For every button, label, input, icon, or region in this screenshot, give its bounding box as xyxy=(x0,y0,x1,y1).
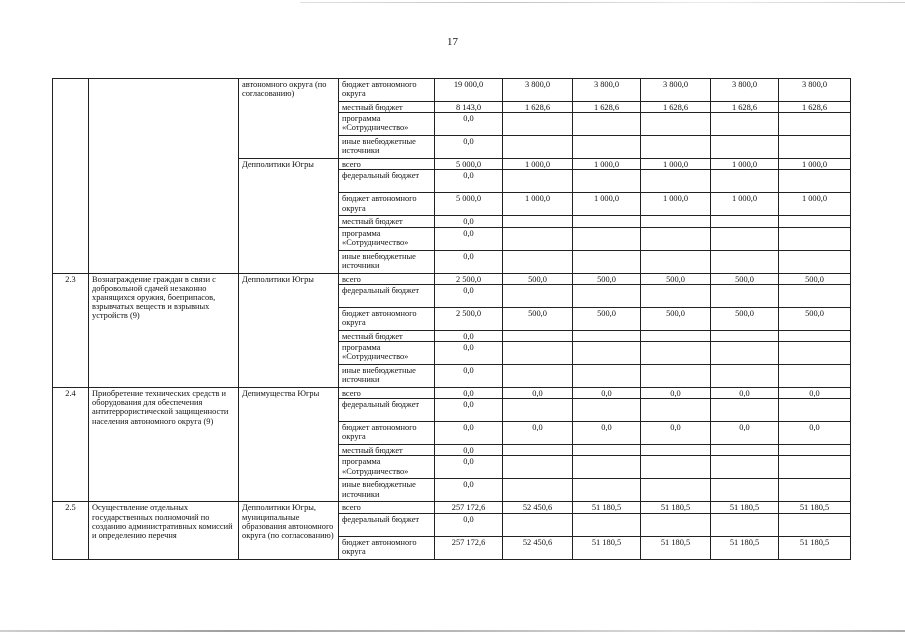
funding-source: бюджет автономного округа xyxy=(339,536,435,559)
executor: автономного округа (по согласованию) xyxy=(239,79,339,159)
year-value xyxy=(573,330,641,341)
year-value: 0,0 xyxy=(779,388,851,399)
year-value xyxy=(641,227,711,250)
year-value xyxy=(503,342,573,365)
year-value xyxy=(503,216,573,227)
year-value: 1 628,6 xyxy=(711,102,779,113)
total-value: 0,0 xyxy=(435,456,503,479)
funding-source: федеральный бюджет xyxy=(339,513,435,536)
year-value xyxy=(711,136,779,159)
total-value: 0,0 xyxy=(435,284,503,307)
year-value: 0,0 xyxy=(503,422,573,445)
total-value: 19 000,0 xyxy=(435,79,503,102)
year-value xyxy=(711,227,779,250)
year-value xyxy=(711,479,779,502)
year-value xyxy=(503,479,573,502)
year-value: 0,0 xyxy=(641,422,711,445)
year-value xyxy=(573,365,641,388)
year-value xyxy=(573,342,641,365)
year-value: 500,0 xyxy=(711,307,779,330)
total-value: 5 000,0 xyxy=(435,159,503,170)
year-value: 0,0 xyxy=(779,422,851,445)
year-value: 3 800,0 xyxy=(711,79,779,102)
year-value: 51 180,5 xyxy=(573,502,641,513)
year-value: 1 000,0 xyxy=(711,193,779,216)
year-value xyxy=(779,399,851,422)
total-value: 0,0 xyxy=(435,365,503,388)
funding-source: федеральный бюджет xyxy=(339,170,435,193)
year-value: 1 628,6 xyxy=(573,102,641,113)
item-number: 2.5 xyxy=(53,502,89,559)
year-value xyxy=(573,479,641,502)
year-value xyxy=(779,513,851,536)
year-value: 500,0 xyxy=(711,273,779,284)
year-value xyxy=(573,445,641,456)
table-row xyxy=(53,502,851,513)
year-value: 1 000,0 xyxy=(503,159,573,170)
year-value xyxy=(779,456,851,479)
year-value: 1 628,6 xyxy=(779,102,851,113)
funding-source: бюджет автономного округа xyxy=(339,422,435,445)
year-value xyxy=(779,113,851,136)
year-value: 500,0 xyxy=(503,307,573,330)
year-value: 500,0 xyxy=(779,273,851,284)
year-value xyxy=(641,284,711,307)
year-value xyxy=(641,445,711,456)
total-value: 2 500,0 xyxy=(435,273,503,284)
year-value: 1 000,0 xyxy=(779,159,851,170)
funding-source: иные внебюджетные источники xyxy=(339,250,435,273)
total-value: 257 172,6 xyxy=(435,502,503,513)
year-value xyxy=(779,342,851,365)
year-value xyxy=(503,113,573,136)
year-value xyxy=(641,399,711,422)
year-value xyxy=(779,330,851,341)
year-value: 1 000,0 xyxy=(573,159,641,170)
total-value: 0,0 xyxy=(435,399,503,422)
year-value xyxy=(503,170,573,193)
year-value xyxy=(503,227,573,250)
year-value xyxy=(503,456,573,479)
year-value: 1 628,6 xyxy=(641,102,711,113)
total-value: 0,0 xyxy=(435,445,503,456)
measure-name xyxy=(89,79,239,274)
year-value xyxy=(573,227,641,250)
total-value: 0,0 xyxy=(435,330,503,341)
executor: Депполитики Югры, муниципальные образования автономного округа (по согласованию) xyxy=(239,502,339,559)
year-value: 51 180,5 xyxy=(641,536,711,559)
funding-source: местный бюджет xyxy=(339,445,435,456)
year-value xyxy=(779,445,851,456)
year-value xyxy=(711,342,779,365)
total-value: 0,0 xyxy=(435,388,503,399)
funding-source: всего xyxy=(339,388,435,399)
year-value xyxy=(779,170,851,193)
year-value: 1 000,0 xyxy=(573,193,641,216)
year-value xyxy=(711,284,779,307)
page-number: 17 xyxy=(447,36,458,48)
total-value: 0,0 xyxy=(435,513,503,536)
year-value: 0,0 xyxy=(641,388,711,399)
funding-source: местный бюджет xyxy=(339,102,435,113)
item-number: 2.4 xyxy=(53,388,89,502)
total-value: 0,0 xyxy=(435,479,503,502)
year-value xyxy=(641,456,711,479)
funding-source: бюджет автономного округа xyxy=(339,79,435,102)
table-row xyxy=(53,388,851,399)
year-value: 52 450,6 xyxy=(503,502,573,513)
year-value xyxy=(573,170,641,193)
year-value xyxy=(503,365,573,388)
year-value xyxy=(779,479,851,502)
year-value: 500,0 xyxy=(573,273,641,284)
funding-source: всего xyxy=(339,273,435,284)
year-value: 3 800,0 xyxy=(503,79,573,102)
year-value xyxy=(711,170,779,193)
year-value: 1 628,6 xyxy=(503,102,573,113)
year-value xyxy=(573,136,641,159)
year-value xyxy=(711,330,779,341)
year-value: 500,0 xyxy=(641,307,711,330)
year-value: 500,0 xyxy=(779,307,851,330)
total-value: 0,0 xyxy=(435,422,503,445)
year-value xyxy=(641,136,711,159)
funding-source: бюджет автономного округа xyxy=(339,193,435,216)
year-value xyxy=(711,216,779,227)
total-value: 0,0 xyxy=(435,227,503,250)
year-value xyxy=(641,365,711,388)
funding-source: программа «Сотрудничество» xyxy=(339,227,435,250)
year-value: 1 000,0 xyxy=(779,193,851,216)
year-value xyxy=(641,330,711,341)
budget-table xyxy=(52,78,851,560)
year-value: 500,0 xyxy=(503,273,573,284)
year-value xyxy=(641,113,711,136)
year-value: 3 800,0 xyxy=(573,79,641,102)
year-value xyxy=(503,284,573,307)
year-value xyxy=(779,227,851,250)
year-value: 0,0 xyxy=(573,388,641,399)
executor: Депимущества Югры xyxy=(239,388,339,502)
total-value: 0,0 xyxy=(435,250,503,273)
year-value xyxy=(779,284,851,307)
funding-source: программа «Сотрудничество» xyxy=(339,113,435,136)
measure-name: Приобретение технических средств и оборудования для обеспечения антитеррористической защищенности населения автономного округа (9) xyxy=(89,388,239,502)
year-value xyxy=(641,216,711,227)
executor: Депполитики Югры xyxy=(239,273,339,387)
funding-source: федеральный бюджет xyxy=(339,284,435,307)
funding-source: программа «Сотрудничество» xyxy=(339,342,435,365)
funding-source: всего xyxy=(339,502,435,513)
year-value xyxy=(573,513,641,536)
funding-source: местный бюджет xyxy=(339,216,435,227)
scan-edge-top xyxy=(300,2,905,3)
year-value: 1 000,0 xyxy=(641,159,711,170)
year-value: 1 000,0 xyxy=(503,193,573,216)
year-value xyxy=(573,284,641,307)
table-row xyxy=(53,273,851,284)
item-number: 2.3 xyxy=(53,273,89,387)
year-value: 51 180,5 xyxy=(711,536,779,559)
year-value xyxy=(503,330,573,341)
year-value xyxy=(573,216,641,227)
total-value: 0,0 xyxy=(435,170,503,193)
item-number xyxy=(53,79,89,274)
year-value: 0,0 xyxy=(711,388,779,399)
year-value xyxy=(711,399,779,422)
year-value: 52 450,6 xyxy=(503,536,573,559)
measure-name: Вознаграждение граждан в связи с добровольной сдачей незаконно хранящихся оружия, боеприпасов, взрывчатых веществ и взрывных устройств (9) xyxy=(89,273,239,387)
total-value: 257 172,6 xyxy=(435,536,503,559)
year-value xyxy=(573,456,641,479)
year-value: 51 180,5 xyxy=(779,502,851,513)
year-value: 51 180,5 xyxy=(711,502,779,513)
year-value xyxy=(573,250,641,273)
funding-source: федеральный бюджет xyxy=(339,399,435,422)
year-value xyxy=(503,250,573,273)
year-value: 3 800,0 xyxy=(641,79,711,102)
executor: Депполитики Югры xyxy=(239,159,339,273)
total-value: 8 143,0 xyxy=(435,102,503,113)
year-value xyxy=(711,113,779,136)
year-value: 1 000,0 xyxy=(711,159,779,170)
year-value: 51 180,5 xyxy=(641,502,711,513)
year-value: 500,0 xyxy=(573,307,641,330)
year-value xyxy=(641,250,711,273)
year-value: 500,0 xyxy=(641,273,711,284)
year-value: 3 800,0 xyxy=(779,79,851,102)
year-value xyxy=(711,445,779,456)
scan-edge-bottom xyxy=(0,630,905,632)
year-value xyxy=(573,113,641,136)
funding-source: местный бюджет xyxy=(339,330,435,341)
year-value xyxy=(503,513,573,536)
year-value xyxy=(779,365,851,388)
measure-name: Осуществление отдельных государственных полномочий по созданию административных комиссий и определению перечня xyxy=(89,502,239,559)
funding-source: иные внебюджетные источники xyxy=(339,136,435,159)
year-value xyxy=(573,399,641,422)
year-value: 0,0 xyxy=(503,388,573,399)
year-value xyxy=(711,513,779,536)
year-value: 0,0 xyxy=(573,422,641,445)
year-value xyxy=(503,136,573,159)
year-value xyxy=(503,399,573,422)
total-value: 0,0 xyxy=(435,136,503,159)
total-value: 0,0 xyxy=(435,113,503,136)
total-value: 0,0 xyxy=(435,216,503,227)
funding-source: иные внебюджетные источники xyxy=(339,365,435,388)
year-value xyxy=(779,136,851,159)
year-value xyxy=(641,513,711,536)
total-value: 5 000,0 xyxy=(435,193,503,216)
year-value xyxy=(711,365,779,388)
year-value xyxy=(779,250,851,273)
table-row xyxy=(53,79,851,102)
year-value: 51 180,5 xyxy=(779,536,851,559)
year-value xyxy=(779,216,851,227)
funding-source: иные внебюджетные источники xyxy=(339,479,435,502)
funding-source: бюджет автономного округа xyxy=(339,307,435,330)
year-value xyxy=(641,342,711,365)
year-value: 51 180,5 xyxy=(573,536,641,559)
funding-source: всего xyxy=(339,159,435,170)
year-value xyxy=(711,250,779,273)
year-value: 1 000,0 xyxy=(641,193,711,216)
funding-source: программа «Сотрудничество» xyxy=(339,456,435,479)
year-value xyxy=(641,170,711,193)
year-value: 0,0 xyxy=(711,422,779,445)
year-value xyxy=(711,456,779,479)
year-value xyxy=(503,445,573,456)
year-value xyxy=(641,479,711,502)
total-value: 0,0 xyxy=(435,342,503,365)
total-value: 2 500,0 xyxy=(435,307,503,330)
